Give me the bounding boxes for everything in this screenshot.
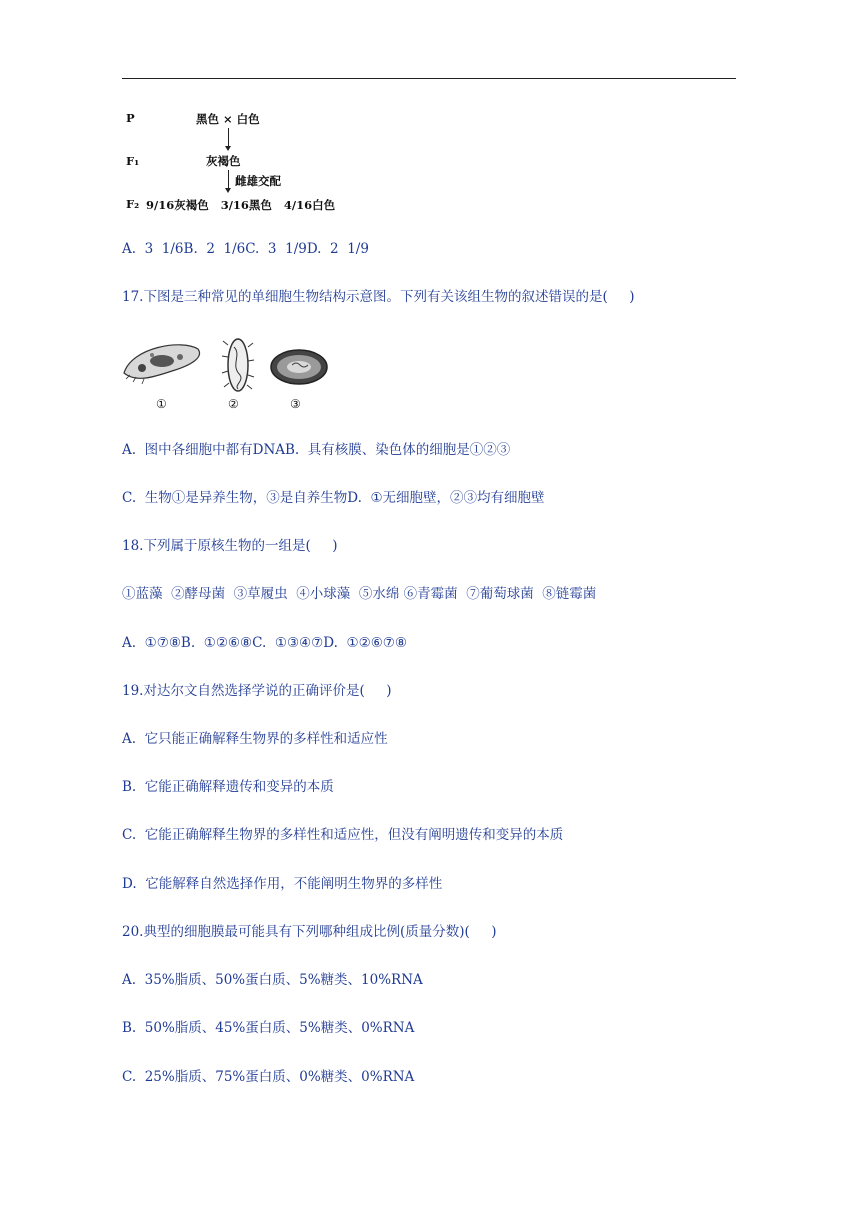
q19-option-d: D. 它能解释自然选择作用，不能阐明生物界的多样性 [122,876,443,892]
arrow-down-icon [225,188,231,193]
f2-value: 9/16灰褐色 3/16黑色 4/16白色 [146,198,336,212]
q20-option-b: B. 50%脂质、45%蛋白质、5%糖类、0%RNA [122,1020,415,1036]
q20-stem: 20.典型的细胞膜最可能具有下列哪种组成比例(质量分数)( ) [122,924,497,940]
q18-options: A. ①⑦⑧B. ①②⑥⑧C. ①③④⑦D. ①②⑥⑦⑧ [122,635,407,651]
q20-option-c: C. 25%脂质、75%蛋白质、0%糖类、0%RNA [122,1069,415,1085]
cell-label-2: ② [228,397,239,411]
arrow-down-icon [225,146,231,151]
q20-option-a: A. 35%脂质、50%蛋白质、5%糖类、10%RNA [122,972,423,988]
q19-stem: 19.对达尔文自然选择学说的正确评价是( ) [122,683,392,699]
cell-illustrations [122,335,342,415]
p-generation-label: P [126,111,135,125]
cells-svg [122,335,342,395]
q18-stem: 18.下列属于原核生物的一组是( ) [122,538,338,554]
q19-option-c: C. 它能正确解释生物界的多样性和适应性，但没有阐明遗传和变异的本质 [122,827,564,843]
p-cross-text: 黑色 × 白色 [196,112,260,126]
genetic-cross-figure [122,106,352,216]
cell-label-1: ① [156,397,167,411]
q16-options: A. 3 1/6B. 2 1/6C. 3 1/9D. 2 1/9 [122,241,369,257]
q17-stem: 17.下图是三种常见的单细胞生物结构示意图。下列有关该组生物的叙述错误的是( ) [122,289,635,305]
q19-option-a: A. 它只能正确解释生物界的多样性和适应性 [122,731,388,747]
round-cell-icon [271,350,327,384]
f1-value: 灰褐色 [206,154,241,168]
q19-option-b: B. 它能正确解释遗传和变异的本质 [122,779,334,795]
mating-label: 雌雄交配 [235,174,281,188]
bacterium-icon [222,339,254,391]
f2-generation-label: F₂ [126,197,140,211]
header-rule [122,78,736,79]
f1-generation-label: F₁ [126,154,140,168]
arrow-p-f1 [228,128,229,148]
q18-items: ①蓝藻 ②酵母菌 ③草履虫 ④小球藻 ⑤水绵 ⑥青霉菌 ⑦葡萄球菌 ⑧链霉菌 [122,586,597,602]
q17-options-cd: C. 生物①是异养生物，③是自养生物D. ①无细胞壁，②③均有细胞壁 [122,490,545,506]
paramecium-icon [124,345,200,384]
q17-options-ab: A. 图中各细胞中都有DNAB. 具有核膜、染色体的细胞是①②③ [122,442,511,458]
cell-label-3: ③ [290,397,301,411]
arrow-f1-f2 [228,170,229,190]
